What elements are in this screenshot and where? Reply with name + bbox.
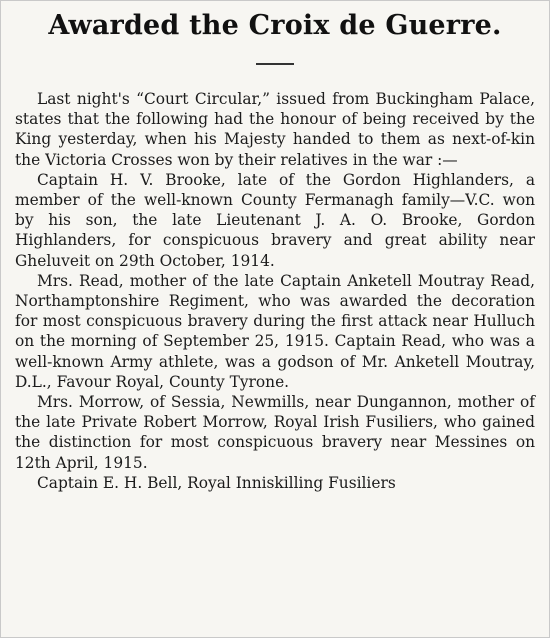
paragraph-read: Mrs. Read, mother of the late Captain Anketell Moutray Read, Northamptonshire Regiment, who was awarded the decoration for most conspicuous bravery during the first attack near Hulluch on the morning of September 25, 1915. Captain Read, who was a well-known Army athlete, was a godson of Mr. Anketell Moutray, D.L., Favour Royal, County Tyrone.	[15, 271, 535, 391]
headline-divider	[256, 63, 294, 65]
paragraph-bell-cut-off: Captain E. H. Bell, Royal Inniskilling Fusiliers	[37, 473, 396, 492]
article-body	[1, 89, 549, 493]
headline: Awarded the Croix de Guerre.	[48, 10, 502, 41]
paragraph-morrow: Mrs. Morrow, of Sessia, Newmills, near Dungannon, mother of the late Private Robert Morrow, Royal Irish Fusiliers, who gained the distinction for most conspicuous bravery near Messines on 12th April, 1915.	[15, 393, 535, 472]
paragraph-intro: Last night's “Court Circular,” issued from Buckingham Palace, states that the following had the honour of being received by the King yesterday, when his Majesty handed to them as next-of-kin the Victoria Crosses won by their relatives in the war :—	[15, 90, 535, 169]
paragraph-brooke: Captain H. V. Brooke, late of the Gordon Highlanders, a member of the well-known County Fermanagh family—V.C. won by his son, the late Lieutenant J. A. O. Brooke, Gordon Highlanders, for conspicuous bravery and great ability near Gheluveit on 29th October, 1914.	[15, 170, 535, 270]
